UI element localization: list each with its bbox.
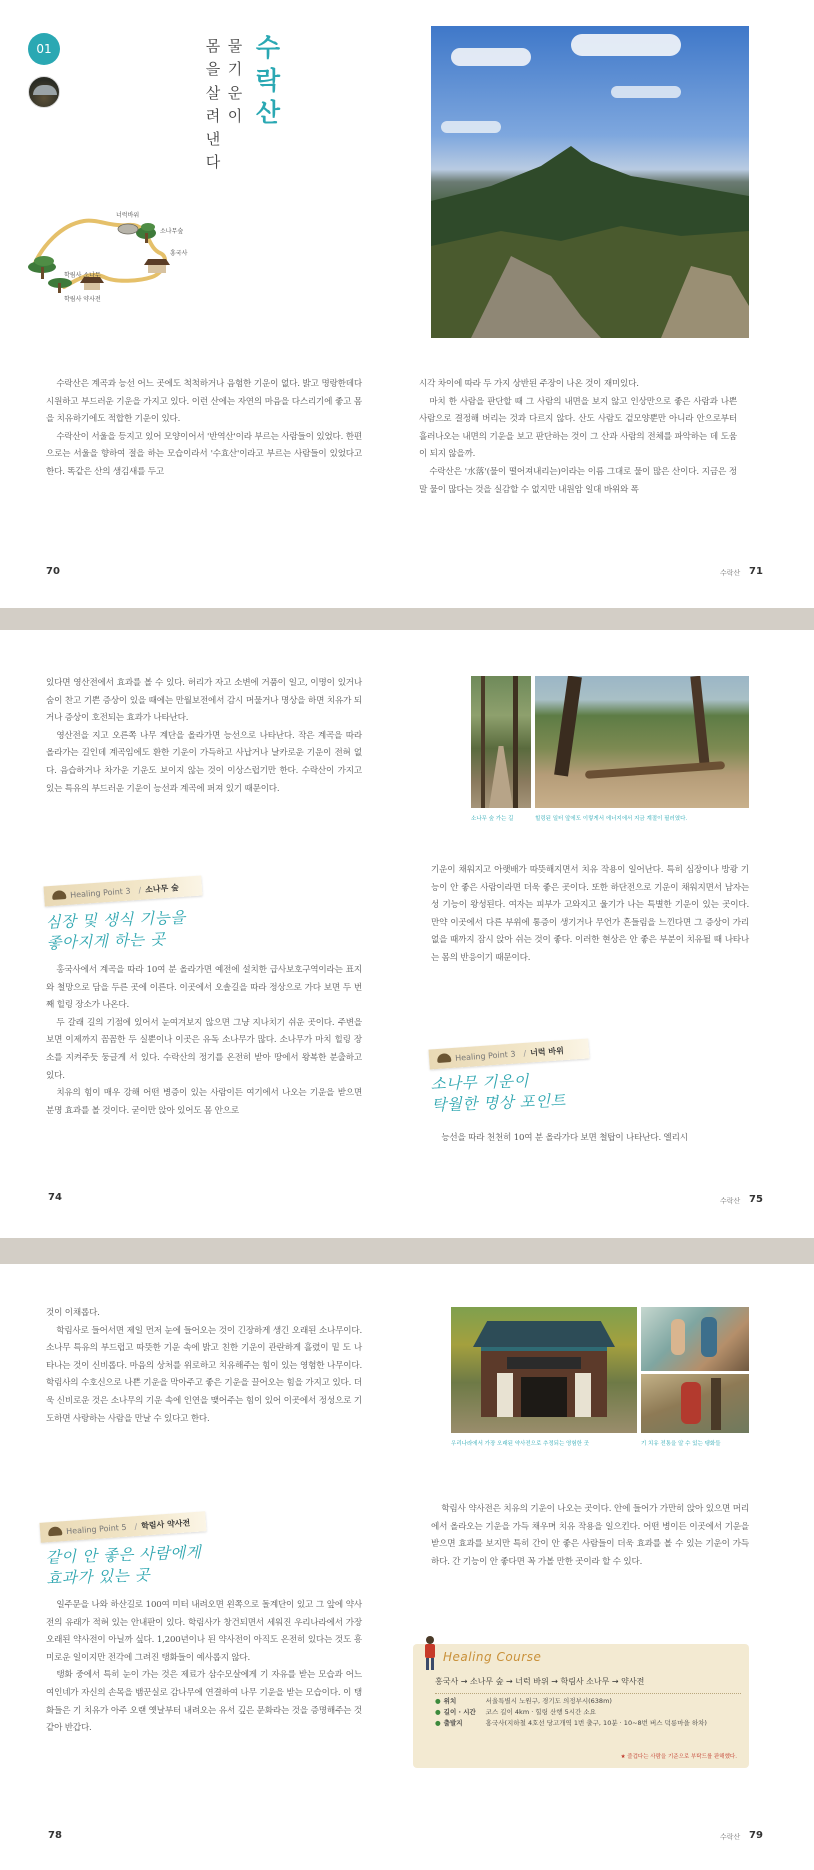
course-row: ● 출발지 홍국사(지하철 4호선 당고개역 1번 출구, 10분 · 10~8번 버스 덕릉마을 하차) — [435, 1718, 741, 1729]
map-label-hakrimsa-pine: 학림사 소나무 — [64, 272, 101, 279]
healing-point-name: 학림사 약사전 — [140, 1517, 191, 1531]
handwritten-line: 효과가 있는 곳 — [46, 1566, 151, 1588]
body-text-75-bottom — [431, 1130, 749, 1148]
spread-divider — [0, 1238, 814, 1264]
course-info-list — [435, 1696, 741, 1729]
paragraph: 기운이 채워지고 아랫배가 따뜻해지면서 치유 작용이 일어난다. 특히 심장이나 방광 기능이 안 좋은 사람이라면 더욱 좋은 곳이다. 또한 하단전으로 기운이 채워지면서 남자는 성 기능이 왕성된다. 여자는 피부가 고와지고 울기가 나는 특별한 기운이 있는 곳이다. 만약 이곳에서 다른 부위에 통증이 생기거나 무언가 흔들림을 느낀다면 그 증상이 가리없을 때까지 잠시 앉아 쉬는 것이 좋다. 이러한 현상은 안 좋은 부분이 치유될 때 나타나는 몸의 반응이기 때문이다. — [431, 865, 749, 964]
body-text-79 — [431, 1501, 749, 1571]
page-70 — [0, 0, 407, 577]
photo-caption: 우리나라에서 가장 오래된 약사전으로 추정되는 영험한 곳 — [451, 1441, 590, 1447]
body-text-74-top — [46, 675, 362, 798]
subtitle-col2: 몸을 살려낸다 — [205, 37, 221, 172]
healing-point-name: 너럭 바위 — [529, 1045, 565, 1058]
healing-point-label: Healing Point 3 — [454, 1049, 516, 1063]
course-row: ● 위치 서울특별시 노원구, 경기도 의정부시(638m) — [435, 1696, 741, 1707]
paragraph: 것이 이채롭다. — [46, 1308, 100, 1318]
healing-point-5-title — [45, 1542, 202, 1589]
map-label-heungguksa: 흥국사 — [170, 250, 188, 257]
healing-point-label: Healing Point 3 — [69, 885, 131, 900]
healing-course-box — [413, 1644, 749, 1768]
photo-caption: 기 치유 전통을 알 수 있는 탱화들 — [641, 1441, 721, 1447]
bowl-icon — [437, 1053, 452, 1063]
healing-point-4-banner: Healing Point 3 / 너럭 바위 — [428, 1038, 589, 1069]
course-row-value: 홍국사(지하철 4호선 당고개역 1번 출구, 10분 · 10~8번 버스 덕릉마을 하차) — [485, 1719, 707, 1728]
healing-point-3-title — [45, 908, 186, 955]
page-number: 79 — [749, 1830, 763, 1841]
body-text-78-top — [46, 1305, 362, 1428]
pine-path-photo — [471, 676, 531, 808]
photo-caption: 소나무 숲 가는 길 — [471, 816, 514, 822]
spread-divider — [0, 608, 814, 630]
temple-icon — [144, 259, 170, 273]
course-row-value: 서울특별시 노원구, 경기도 의정부시(638m) — [485, 1697, 612, 1705]
healing-point-label: Healing Point 5 — [65, 1522, 127, 1536]
chapter-number: 01 — [36, 42, 52, 56]
course-row: ● 길이 · 시간 코스 길이 4km · 힐링 산행 5시간 소요 — [435, 1707, 741, 1718]
running-head: 수락산 — [720, 1833, 741, 1841]
page-number: 71 — [749, 566, 763, 577]
taenghwa-photo-top — [641, 1307, 749, 1371]
body-text-74-bottom — [46, 962, 362, 1120]
paragraph: 마치 한 사람을 판단할 때 그 사람의 내면을 보지 않고 인상만으로 좋은 사람과 나쁜 사람으로 결정해 버리는 것과 다르지 않다. 산도 사람도 겉모양뿐만 아니라 안으로부터 흘러나오는 내면의 기운을 보고 판단하는 것이 그 산과 사람의 전체를 파악하는 데 도움이 되지 않을까. — [419, 396, 737, 460]
subtitle-col1: 물 기운이 — [227, 37, 243, 125]
rock-icon — [118, 224, 138, 234]
course-note: ★ 즐겁다는 사람을 기준으로 부탁드를 판해했다. — [620, 1754, 737, 1760]
handwritten-line: 탁월한 명상 포인트 — [431, 1091, 567, 1115]
handwritten-line: 심장 및 생식 기능을 — [45, 908, 186, 932]
spread-3 — [0, 1264, 814, 1870]
hiker-icon — [423, 1636, 437, 1670]
chapter-title: 수락산 — [255, 33, 281, 127]
course-map-illustration — [20, 207, 200, 307]
spread-2 — [0, 630, 814, 1230]
paragraph: 치유의 힘이 매우 강해 어떤 병증이 있는 사람이든 여기에서 나오는 기운을 받으면 분명 효과를 볼 것이다. 굳이만 앉아 있어도 몸 안으로 — [46, 1088, 362, 1116]
paragraph: 있다면 영산전에서 효과를 볼 수 있다. 허리가 자고 소변에 거품이 일고, 이명이 있거나 숨이 찬고 기쁜 증상이 있을 때에는 만월보전에서 감시 머물거나 명상을 하면 치유가 되거나 증상이 호전되는 효과가 나타난다. — [46, 678, 362, 724]
photo-caption: 힐링된 일터 앞에도 이렇게서 에너지에서 지금 계절이 필러였다. — [535, 816, 688, 822]
page-number: 74 — [48, 1192, 62, 1203]
course-title: Healing Course — [443, 1650, 542, 1664]
paragraph: 홍국사에서 계곡을 따라 10여 분 올라가면 예전에 설치한 급사보호구역이라는 표지와 철망으로 담을 두른 곳에 이른다. 이곳에서 오솔길을 따라 정상으로 가다 보면 두 번째 힐링 장소가 나온다. — [46, 965, 362, 1011]
course-row-label: 출발지 — [443, 1719, 463, 1728]
map-label-yaksajeon: 학림사 약사전 — [64, 296, 101, 303]
yaksajeon-photo — [451, 1307, 637, 1433]
course-row-label: 위치 — [443, 1697, 457, 1705]
tree-icon — [28, 256, 56, 279]
paragraph: 탱화 중에서 특히 눈이 가는 것은 제료가 삼수모살에게 기 자유를 받는 모습과 어느 여인네가 자신의 손목을 뱀꾼실로 감나무에 연결하여 나무 기운을 받는 모습이다. 이 탱화들은 기 치유가 아주 오랜 옛날부터 내려오는 유서 깊은 문화라는 것을 증명해주는 것 같아 반갑다. — [46, 1670, 362, 1734]
paragraph: 학림사 약사전은 치유의 기운이 나오는 곳이다. 안에 들어가 가만히 앉아 있으면 머리에서 올라오는 기운을 가득 채우며 치유 작용을 일으킨다. 어떤 병이든 이곳에서 기운을 받으면 효과를 보지만 특히 간이 안 좋은 사람들이 더욱 효과를 볼 수 있는 기운이 가득하다. 간 기능이 안 좋다면 꼭 가볼 만한 곳이라 할 수 있다. — [431, 1504, 749, 1567]
handwritten-line: 같이 안 좋은 사람에게 — [45, 1543, 202, 1567]
paragraph: 수락산은 '水落'(물이 떨어져내리는)이라는 이름 그대로 물이 많은 산이다. 지금은 정말 물이 많다는 것을 실감할 수 없지만 내원암 일대 바위와 폭 — [419, 467, 737, 495]
taenghwa-photo-bottom — [641, 1374, 749, 1433]
running-head: 수락산 — [720, 1197, 741, 1205]
paragraph: 수락산이 서울을 등지고 있어 모양이어서 '반역산'이라 부르는 사람들이 있었다. 한편으로는 서울을 향하여 절을 하는 모습이라서 '수효산'이라고 부르는 사람들이 있었다고 한다. 똑같은 산의 생김새를 두고 — [46, 431, 362, 478]
page-79 — [407, 1264, 814, 1870]
healing-point-4-title — [430, 1070, 566, 1117]
running-head: 수락산 — [720, 569, 741, 577]
course-row-value: 코스 길이 4km · 힐링 산행 5시간 소요 — [485, 1708, 596, 1717]
healing-point-name: 소나무 숲 — [144, 882, 180, 894]
healing-point-5-banner: Healing Point 5 / 학림사 약사전 — [40, 1511, 207, 1543]
page-78 — [0, 1264, 407, 1870]
tree-icon — [48, 278, 72, 293]
page-71 — [407, 0, 814, 577]
body-text-71 — [419, 376, 737, 499]
map-label-pinegrove: 소나무숲 — [160, 228, 184, 235]
course-row-label: 길이 · 시간 — [443, 1708, 476, 1717]
pine-roots-photo — [535, 676, 749, 808]
paragraph: 수락산은 계곡과 능선 어느 곳에도 척척하거나 음험한 기운이 없다. 밝고 명랑한데다 시원하고 부드러운 기운을 가지고 있다. 이런 산에는 자연의 마음을 다스리기에 좋고 몸을 치유하기에도 적합한 기운이 있다. — [46, 379, 362, 425]
handwritten-line: 좋아지게 하는 곳 — [46, 930, 166, 953]
spread-1 — [0, 0, 814, 577]
map-label-rock: 너럭바위 — [116, 212, 140, 219]
page-number: 75 — [749, 1194, 763, 1205]
paragraph: 영산전을 지고 오른쪽 나무 계단을 올라가면 능선으로 나타난다. 작은 계곡을 따라 올라가는 길인데 계곡임에도 환한 기운이 가득하고 사납거나 날카로운 기운이 전혀 없다. 음습하거나 차가운 기운도 보이지 않는 것이 이상스럽기만 한다. 수락산이 가지고 있는 특유의 부드러운 기운이 능선과 계곡에 퍼져 있기 때문이다. — [46, 730, 362, 794]
paragraph: 두 갈래 길의 기점에 있어서 눈여겨보지 않으면 그냥 지나치기 쉬운 곳이다. 주변을 보면 이제까지 꼼꼼한 두 실뿐이나 이곳은 유독 소나무가 많다. 소나무가 마치 힐링 장소를 지켜주듯 둥글게 서 있다. 수락산의 정기를 온전히 받아 땅에서 왕복한 분출하고 있다. — [46, 1017, 362, 1081]
paragraph: 능선을 따라 천천히 10여 분 올라가다 보면 철탑이 나타난다. 엘리시 — [441, 1133, 688, 1143]
healing-point-3-banner: Healing Point 3 / 소나무 숲 — [43, 876, 202, 907]
body-text-70 — [46, 376, 362, 482]
page-75 — [407, 630, 814, 1230]
mountain-photo — [431, 26, 749, 338]
bowl-icon — [52, 890, 67, 900]
body-text-75-top — [431, 862, 749, 968]
bowl-icon — [48, 1526, 63, 1536]
handwritten-line: 소나무 기운이 — [430, 1071, 530, 1094]
course-route: 홍국사 → 소나무 숲 → 너럭 바위 → 학림사 소나무 → 약사전 — [435, 1676, 741, 1694]
paragraph: 시각 차이에 따라 두 가지 상반된 주장이 나온 것이 재미있다. — [419, 379, 639, 389]
paragraph: 학림사로 들어서면 제일 먼저 눈에 들어오는 것이 긴장하게 생긴 오래된 소나무이다. 소나무 특유의 부드럽고 따뜻한 기운 속에 밝고 친한 기운이 관란하게 흘렸이 밑 도 나타나는 것이 신비롭다. 마음의 상처를 위로하고 치유해주는 힘이 있는 영험한 나무이다. 학림사의 수호신으로 나쁜 기운을 막아주고 좋은 기운을 끌어오는 힘을 가지고 있다. 더욱 신비로운 것은 소나무의 기운 속에 인연을 맺어주는 힘이 있어 이곳에서 정성으로 기도하면 사랑하는 사람을 만날 수 있다고 한다. — [46, 1325, 362, 1424]
paragraph: 일주문을 나와 하산길로 100여 미터 내려오면 왼쪽으로 돌계단이 있고 그 앞에 약사전의 유래가 적혀 있는 안내판이 있다. 학림사가 창건되면서 세워진 우리나라에서 가장 오래된 약사전이 아닐까 싶다. 1,200년이나 된 약사전이 아직도 온전히 있다는 것도 흥미로운 일이지만 전각에 그려진 탱화들이 예사롭지 않다. — [46, 1600, 362, 1663]
page-74 — [0, 630, 407, 1230]
chapter-thumbnail — [28, 76, 60, 108]
body-text-78-bottom — [46, 1597, 362, 1738]
page-number: 78 — [48, 1830, 62, 1841]
chapter-badge — [28, 33, 60, 65]
page-number: 70 — [46, 566, 60, 577]
